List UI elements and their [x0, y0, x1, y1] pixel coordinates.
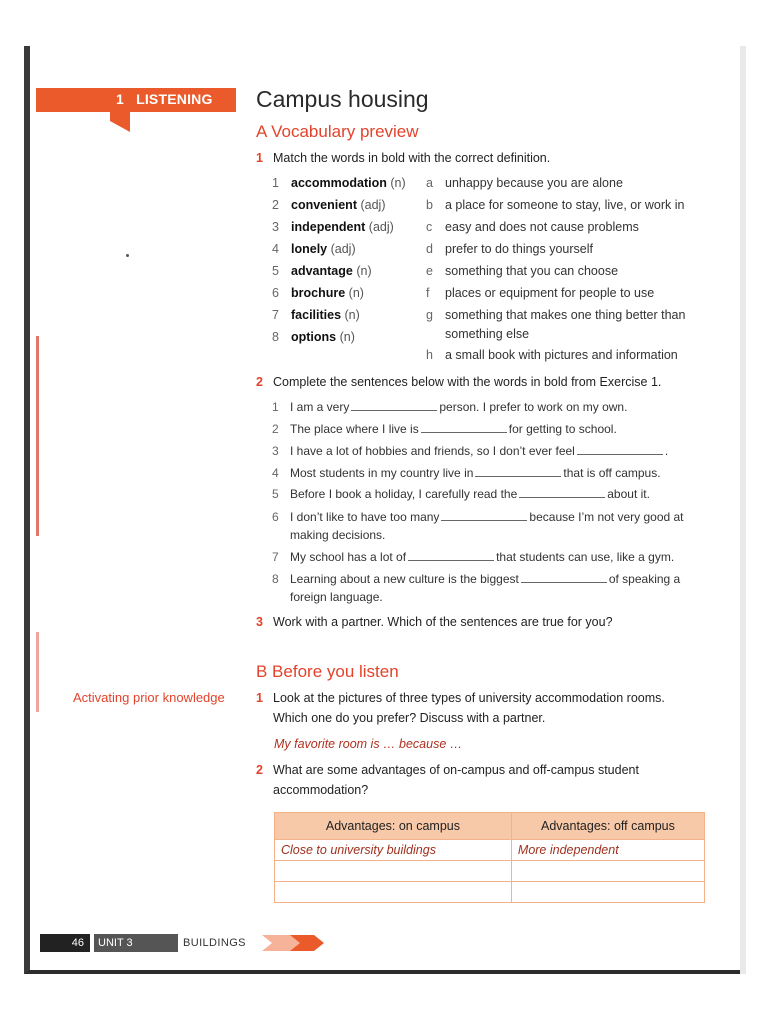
item-number: 4 — [272, 242, 279, 256]
sentence-row — [272, 487, 650, 501]
definition-row — [426, 308, 685, 322]
sentence-start: Before I book a holiday, I carefully read the — [290, 487, 518, 501]
vocab-word: independent — [291, 220, 366, 234]
page-title: Campus housing — [256, 86, 429, 112]
vocab-word-row — [272, 242, 356, 256]
vocab-word: advantage — [291, 264, 353, 278]
sentence-start: I am a very — [290, 400, 350, 414]
definition-letter: b — [426, 198, 433, 212]
table-row — [275, 882, 705, 903]
definition-letter: g — [426, 308, 433, 322]
definition-text: places or equipment for people to use — [445, 286, 655, 300]
part-of-speech: (adj) — [360, 198, 386, 212]
exercise-a1 — [256, 151, 550, 165]
vocab-word-row — [272, 308, 360, 322]
table-cell — [275, 882, 512, 903]
sentence-number: 5 — [272, 487, 279, 501]
sentence-continuation: making decisions. — [290, 528, 386, 542]
sentence-end: that students can use, like a gym. — [496, 550, 675, 564]
part-of-speech: (n) — [339, 330, 355, 344]
page-margin-mark — [36, 336, 39, 536]
sentence-row — [272, 510, 684, 524]
item-number: 2 — [272, 198, 279, 212]
exercise-instruction: Match the words in bold with the correct definition. — [273, 151, 551, 165]
definition-letter: e — [426, 264, 433, 278]
definition-row — [426, 286, 654, 300]
sentence-start: The place where I live is — [290, 422, 419, 436]
part-of-speech: (n) — [344, 308, 360, 322]
sentence-start: Most students in my country live in — [290, 466, 474, 480]
exercise-b2-line2: accommodation? — [273, 783, 369, 797]
exercise-number: 3 — [256, 615, 263, 629]
vocab-word: lonely — [291, 242, 328, 256]
exercise-b1 — [256, 691, 665, 705]
sentence-number: 8 — [272, 572, 279, 586]
vocab-word-row — [272, 264, 372, 278]
definition-row — [426, 220, 639, 234]
banner-label — [116, 91, 213, 107]
vocab-word-row — [272, 220, 394, 234]
scan-speck — [126, 254, 129, 257]
skill-sidebar-label: Activating prior knowledge — [73, 690, 225, 705]
sentence-end: . — [664, 444, 669, 458]
sentence-start: I have a lot of hobbies and friends, so I don’t ever feel — [290, 444, 575, 458]
answer-blank[interactable] — [421, 422, 507, 433]
sentence-number: 1 — [272, 400, 279, 414]
answer-blank[interactable] — [475, 466, 561, 477]
part-of-speech: (n) — [390, 176, 406, 190]
sentence-number: 4 — [272, 466, 279, 480]
sentence-row — [272, 550, 674, 564]
item-number: 3 — [272, 220, 279, 234]
definition-letter: f — [426, 286, 430, 300]
definition-row — [426, 176, 623, 190]
item-number: 1 — [272, 176, 279, 190]
sentence-end: for getting to school. — [508, 422, 617, 436]
sentence-end: of speaking a — [608, 572, 681, 586]
exercise-b1-line2: Which one do you prefer? Discuss with a partner. — [273, 711, 546, 725]
exercise-number: 2 — [256, 375, 263, 389]
part-of-speech: (n) — [348, 286, 364, 300]
sentence-start: I don’t like to have too many — [290, 510, 440, 524]
answer-blank[interactable] — [351, 400, 437, 411]
part-of-speech: (adj) — [330, 242, 356, 256]
sentence-row — [272, 466, 661, 480]
definition-text: prefer to do things yourself — [445, 242, 593, 256]
definition-row — [426, 264, 618, 278]
sentence-row — [272, 572, 680, 586]
exercise-instruction: Complete the sentences below with the words in bold from Exercise 1. — [273, 375, 662, 389]
sentence-number: 2 — [272, 422, 279, 436]
table-cell: More independent — [511, 840, 704, 861]
vocab-word: convenient — [291, 198, 357, 212]
definition-continuation: something else — [445, 327, 530, 341]
sentence-number: 7 — [272, 550, 279, 564]
sentence-number: 3 — [272, 444, 279, 458]
vocab-word-row — [272, 176, 406, 190]
chevron-arrows-icon — [262, 935, 326, 951]
sentence-start: Learning about a new culture is the biggest — [290, 572, 519, 586]
sentence-row — [272, 400, 627, 414]
model-sentence: My favorite room is … because … — [274, 737, 463, 751]
definition-row — [426, 198, 684, 212]
table-cell: Close to university buildings — [275, 840, 512, 861]
definition-text: something that you can choose — [445, 264, 619, 278]
sentence-end: about it. — [607, 487, 650, 501]
exercise-a3 — [256, 615, 613, 629]
sentence-row — [272, 422, 617, 436]
definition-text: easy and does not cause problems — [445, 220, 639, 234]
exercise-number: 1 — [256, 151, 263, 165]
answer-blank[interactable] — [577, 444, 663, 455]
sentence-continuation: foreign language. — [290, 590, 383, 604]
table-cell — [511, 882, 704, 903]
sentence-row — [272, 444, 668, 458]
sentence-end: because I’m not very good at — [529, 510, 684, 524]
exercise-instruction: Look at the pictures of three types of university accommodation rooms. — [273, 691, 665, 705]
vocab-word-row — [272, 198, 386, 212]
sentence-number: 6 — [272, 510, 279, 524]
answer-blank[interactable] — [521, 572, 607, 583]
vocab-word: facilities — [291, 308, 342, 322]
page-margin-mark — [36, 632, 39, 712]
page-edge-shadow — [740, 46, 746, 974]
definition-letter: d — [426, 242, 433, 256]
part-of-speech: (n) — [356, 264, 372, 278]
advantages-table — [274, 812, 705, 903]
page-number: 46 — [40, 934, 90, 952]
exercise-instruction: Work with a partner. Which of the sentences are true for you? — [273, 615, 613, 629]
item-number: 5 — [272, 264, 279, 278]
vocab-word: brochure — [291, 286, 346, 300]
vocab-word-row — [272, 286, 364, 300]
item-number: 6 — [272, 286, 279, 300]
exercise-a2 — [256, 375, 661, 389]
exercise-number: 1 — [256, 691, 263, 705]
exercise-instruction: What are some advantages of on-campus and off-campus student — [273, 763, 639, 777]
table-cell — [511, 861, 704, 882]
vocab-word: accommodation — [291, 176, 387, 190]
item-number: 7 — [272, 308, 279, 322]
item-number: 8 — [272, 330, 279, 344]
table-row — [275, 861, 705, 882]
definition-letter: h — [426, 348, 433, 362]
unit-label: UNIT 3 — [94, 934, 178, 952]
definition-row — [426, 242, 593, 256]
sentence-start: My school has a lot of — [290, 550, 407, 564]
exercise-number: 2 — [256, 763, 263, 777]
table-header-off-campus: Advantages: off campus — [511, 813, 704, 840]
answer-blank[interactable] — [441, 510, 527, 521]
exercise-b2 — [256, 763, 639, 777]
definition-letter: c — [426, 220, 433, 234]
unit-title: BUILDINGS — [183, 937, 246, 949]
sentence-end: that is off campus. — [563, 466, 661, 480]
definition-text: something that makes one thing better than — [445, 308, 686, 322]
banner-number: 1 — [116, 91, 124, 107]
definition-text: a small book with pictures and information — [445, 348, 678, 362]
definition-row — [426, 348, 678, 362]
vocab-word-row — [272, 330, 355, 344]
table-cell — [275, 861, 512, 882]
sentence-end: person. I prefer to work on my own. — [439, 400, 628, 414]
section-b-heading: B Before you listen — [256, 662, 399, 681]
table-header-on-campus: Advantages: on campus — [275, 813, 512, 840]
answer-blank[interactable] — [408, 550, 494, 561]
part-of-speech: (adj) — [368, 220, 394, 234]
section-a-heading: A Vocabulary preview — [256, 122, 419, 141]
table-row — [275, 840, 705, 861]
vocab-word: options — [291, 330, 337, 344]
answer-blank[interactable] — [519, 487, 605, 498]
definition-text: unhappy because you are alone — [445, 176, 623, 190]
definition-letter: a — [426, 176, 433, 190]
definition-text: a place for someone to stay, live, or work in — [445, 198, 685, 212]
banner-text: LISTENING — [136, 91, 213, 107]
